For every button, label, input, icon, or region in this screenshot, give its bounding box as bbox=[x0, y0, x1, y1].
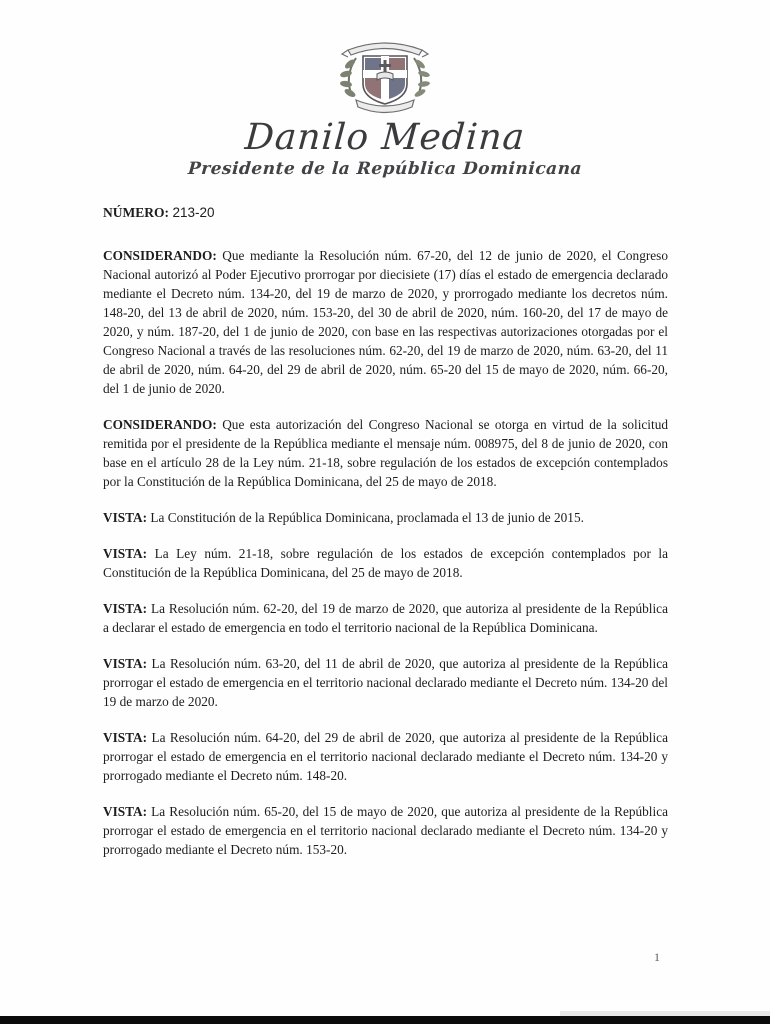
document-body bbox=[103, 203, 668, 876]
signature-name: Danilo Medina bbox=[243, 117, 527, 158]
paragraph-text: La Resolución núm. 62-20, del 19 de marzo de 2020, que autoriza al presidente de la República a declarar el estado de emergencia en todo el territorio nacional de la República Dominicana. bbox=[103, 601, 668, 635]
paragraph-label: VISTA: bbox=[103, 730, 148, 745]
paragraph bbox=[103, 544, 668, 582]
paragraph-text: Que mediante la Resolución núm. 67-20, del 12 de junio de 2020, el Congreso Nacional autorizó al Poder Ejecutivo prorrogar por diecisiete (17) días el estado de emergencia declarado mediante el Decreto núm. 134-20, del 19 de marzo de 2020, y prorrogado mediante los decretos núm. 148-20, del 13 de abril de 2020, núm. 153-20, del 30 de abril de 2020, núm. 160-20, del 17 de mayo de 2020, y núm. 187-20, del 1 de junio de 2020, con base en las respectivas autorizaciones otorgadas por el Congreso Nacional a través de las resoluciones núm. 62-20, del 19 de marzo de 2020, núm. 63-20, del 11 de abril de 2020, núm. 64-20, del 29 de abril de 2020, núm. 65-20 del 15 de mayo de 2020, núm. 66-20, del 1 de junio de 2020. bbox=[103, 248, 668, 396]
paragraph bbox=[103, 246, 668, 398]
scan-edge-bar bbox=[0, 1016, 770, 1024]
paragraph-text: La Resolución núm. 65-20, del 15 de mayo de 2020, que autoriza al presidente de la República prorrogar el estado de emergencia en el territorio nacional declarado mediante el Decreto núm. 134-20 y prorrogado mediante el Decreto núm. 153-20. bbox=[103, 804, 668, 857]
paragraph-label: CONSIDERANDO: bbox=[103, 248, 217, 263]
paragraph bbox=[103, 654, 668, 711]
paragraph bbox=[103, 802, 668, 859]
paragraph bbox=[103, 415, 668, 491]
paragraph-label: CONSIDERANDO: bbox=[103, 417, 217, 432]
signature-title: Presidente de la República Dominicana bbox=[187, 159, 583, 179]
document-number-label: NÚMERO: bbox=[103, 205, 169, 220]
document-number-line bbox=[103, 203, 668, 223]
paragraph-label: VISTA: bbox=[103, 601, 148, 616]
dominican-coat-of-arms-icon bbox=[326, 34, 444, 116]
paragraph-label: VISTA: bbox=[103, 510, 148, 525]
paragraph-text: La Resolución núm. 63-20, del 11 de abril de 2020, que autoriza al presidente de la República prorrogar el estado de emergencia en el territorio nacional declarado mediante el Decreto núm. 134-20 del 19 de marzo de 2020. bbox=[103, 656, 668, 709]
paragraph bbox=[103, 599, 668, 637]
document-number-value: 213-20 bbox=[172, 205, 215, 220]
paragraph-label: VISTA: bbox=[103, 546, 148, 561]
paragraph-text: Que esta autorización del Congreso Nacional se otorga en virtud de la solicitud remitida por el presidente de la República mediante el mensaje núm. 008975, del 8 de junio de 2020, con base en el artículo 28 de la Ley núm. 21-18, sobre regulación de los estados de excepción contemplados por la Constitución de la República Dominicana, del 25 de mayo de 2018. bbox=[103, 417, 668, 489]
paragraph-text: La Resolución núm. 64-20, del 29 de abril de 2020, que autoriza al presidente de la República prorrogar el estado de emergencia en el territorio nacional declarado mediante el Decreto núm. 134-20 y prorrogado mediante el Decreto núm. 148-20. bbox=[103, 730, 668, 783]
paragraph-label: VISTA: bbox=[103, 804, 148, 819]
paragraph-list bbox=[103, 246, 668, 859]
letterhead bbox=[0, 34, 770, 180]
page-number: 1 bbox=[654, 950, 660, 964]
paragraph-text: La Ley núm. 21-18, sobre regulación de los estados de excepción contemplados por la Constitución de la República Dominicana, del 25 de mayo de 2018. bbox=[103, 546, 668, 580]
paragraph-label: VISTA: bbox=[103, 656, 148, 671]
paragraph bbox=[103, 508, 668, 527]
paragraph bbox=[103, 728, 668, 785]
paragraph-text: La Constitución de la República Dominicana, proclamada el 13 de junio de 2015. bbox=[147, 510, 584, 525]
